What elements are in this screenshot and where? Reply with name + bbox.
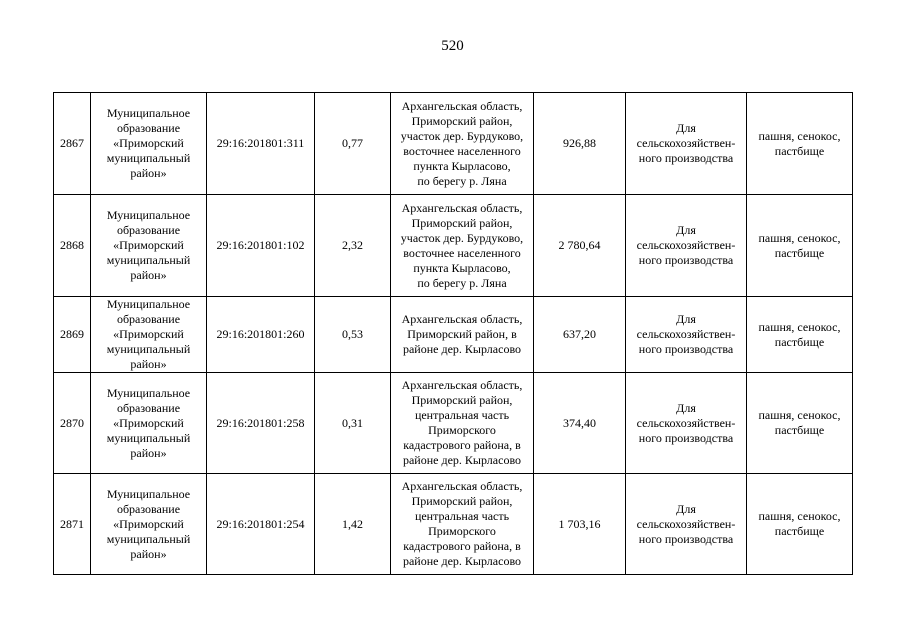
owner-line: образование bbox=[116, 223, 181, 237]
location-line: районе дер. Кырласово bbox=[402, 342, 522, 356]
row-number-cell: 2868 bbox=[54, 195, 91, 297]
location-line: районе дер. Кырласово bbox=[402, 453, 522, 467]
category-cell bbox=[626, 93, 747, 195]
location-line: по берегу р. Ляна bbox=[417, 173, 507, 188]
use-line: пашня, сенокос, bbox=[758, 408, 841, 422]
table-row bbox=[54, 93, 853, 195]
owner-line: муниципальный bbox=[106, 342, 191, 356]
category-line: Для bbox=[676, 121, 696, 135]
owner-line: Муниципальное bbox=[106, 297, 191, 311]
location-cell bbox=[391, 297, 534, 373]
location-line: Приморский район, bbox=[411, 494, 513, 508]
use-line: пастбище bbox=[774, 334, 825, 349]
category-line: Для bbox=[676, 312, 696, 326]
cadastral-number-cell: 29:16:201801:311 bbox=[207, 93, 315, 195]
value-cell: 926,88 bbox=[534, 93, 626, 195]
area-cell: 0,53 bbox=[315, 297, 391, 373]
location-line: центральная часть bbox=[414, 509, 510, 523]
location-line: Приморского bbox=[428, 423, 496, 437]
use-cell bbox=[747, 93, 853, 195]
location-line: Приморский район, в bbox=[407, 327, 517, 341]
owner-line: «Приморский bbox=[113, 136, 184, 150]
use-cell bbox=[747, 373, 853, 474]
category-line: Для bbox=[676, 501, 696, 516]
row-number-cell: 2867 bbox=[54, 93, 91, 195]
owner-cell bbox=[91, 373, 207, 474]
location-line: Архангельская область, bbox=[401, 312, 523, 326]
category-line: сельскохозяйствен- bbox=[636, 238, 736, 252]
category-line: ного производства bbox=[638, 253, 734, 267]
owner-line: район» bbox=[130, 166, 167, 180]
owner-line: образование bbox=[116, 501, 181, 516]
location-cell bbox=[391, 93, 534, 195]
use-cell bbox=[747, 297, 853, 373]
location-cell bbox=[391, 474, 534, 575]
use-line: пастбище bbox=[774, 245, 825, 260]
owner-line: «Приморский bbox=[113, 238, 184, 252]
cadastral-number-cell: 29:16:201801:102 bbox=[207, 195, 315, 297]
owner-line: район» bbox=[130, 546, 167, 561]
category-line: Для bbox=[676, 223, 696, 237]
value-cell: 2 780,64 bbox=[534, 195, 626, 297]
table-row bbox=[54, 373, 853, 474]
location-line: восточнее населенного bbox=[403, 245, 521, 260]
table-row bbox=[54, 297, 853, 373]
area-cell: 0,31 bbox=[315, 373, 391, 474]
owner-line: Муниципальное bbox=[106, 106, 191, 120]
table-row bbox=[54, 195, 853, 297]
category-cell bbox=[626, 297, 747, 373]
location-line: Архангельская область, bbox=[401, 479, 523, 493]
location-line: Архангельская область, bbox=[401, 98, 523, 113]
category-line: Для bbox=[676, 400, 696, 415]
location-line: Архангельская область, bbox=[401, 200, 523, 215]
owner-line: образование bbox=[116, 400, 181, 415]
table-row bbox=[54, 474, 853, 575]
owner-cell bbox=[91, 195, 207, 297]
category-line: сельскохозяйствен- bbox=[636, 415, 736, 430]
row-number-cell: 2871 bbox=[54, 474, 91, 575]
location-line: восточнее населенного bbox=[403, 143, 521, 158]
use-line: пастбище bbox=[774, 524, 825, 538]
location-line: по берегу р. Ляна bbox=[417, 275, 507, 290]
use-line: пашня, сенокос, bbox=[758, 128, 841, 143]
page-number: 520 bbox=[441, 38, 464, 54]
area-cell: 1,42 bbox=[315, 474, 391, 575]
use-line: пашня, сенокос, bbox=[758, 230, 841, 245]
category-line: сельскохозяйствен- bbox=[636, 327, 736, 341]
owner-line: образование bbox=[116, 312, 181, 326]
category-line: ного производства bbox=[638, 342, 734, 356]
owner-line: муниципальный bbox=[106, 253, 191, 267]
owner-line: Муниципальное bbox=[106, 486, 191, 501]
owner-line: Муниципальное bbox=[106, 385, 191, 400]
owner-line: район» bbox=[130, 268, 167, 282]
use-cell bbox=[747, 474, 853, 575]
category-line: ного производства bbox=[638, 151, 734, 165]
land-registry-table bbox=[53, 92, 853, 575]
owner-line: «Приморский bbox=[113, 516, 184, 531]
owner-cell bbox=[91, 474, 207, 575]
location-line: Приморский район, bbox=[411, 393, 513, 407]
location-line: пункта Кырласово, bbox=[413, 260, 511, 275]
use-line: пастбище bbox=[774, 143, 825, 158]
location-line: участок дер. Бурдуково, bbox=[400, 128, 524, 143]
category-line: сельскохозяйствен- bbox=[636, 516, 736, 531]
area-cell: 2,32 bbox=[315, 195, 391, 297]
location-line: Архангельская область, bbox=[401, 378, 523, 392]
use-cell bbox=[747, 195, 853, 297]
category-line: ного производства bbox=[638, 531, 734, 546]
location-cell bbox=[391, 195, 534, 297]
location-line: центральная часть bbox=[414, 408, 510, 422]
row-number-cell: 2870 bbox=[54, 373, 91, 474]
location-line: пункта Кырласово, bbox=[413, 158, 511, 173]
location-line: кадастрового района, в bbox=[403, 438, 521, 452]
owner-line: муниципальный bbox=[106, 151, 191, 165]
owner-line: образование bbox=[116, 121, 181, 135]
location-line: кадастрового района, в bbox=[403, 539, 521, 553]
value-cell: 1 703,16 bbox=[534, 474, 626, 575]
value-cell: 637,20 bbox=[534, 297, 626, 373]
use-line: пашня, сенокос, bbox=[758, 509, 841, 523]
category-cell bbox=[626, 195, 747, 297]
owner-line: «Приморский bbox=[113, 327, 184, 341]
owner-line: Муниципальное bbox=[106, 208, 191, 222]
location-line: районе дер. Кырласово bbox=[402, 554, 522, 568]
cadastral-number-cell: 29:16:201801:254 bbox=[207, 474, 315, 575]
row-number-cell: 2869 bbox=[54, 297, 91, 373]
owner-cell bbox=[91, 93, 207, 195]
category-cell bbox=[626, 373, 747, 474]
location-line: Приморский район, bbox=[411, 215, 513, 230]
owner-cell bbox=[91, 297, 207, 373]
location-line: участок дер. Бурдуково, bbox=[400, 230, 524, 245]
use-line: пашня, сенокос, bbox=[758, 319, 841, 334]
owner-line: район» bbox=[130, 357, 167, 371]
cadastral-number-cell: 29:16:201801:258 bbox=[207, 373, 315, 474]
location-line: Приморский район, bbox=[411, 113, 513, 128]
area-cell: 0,77 bbox=[315, 93, 391, 195]
category-line: сельскохозяйствен- bbox=[636, 136, 736, 150]
owner-line: муниципальный bbox=[106, 531, 191, 546]
category-cell bbox=[626, 474, 747, 575]
value-cell: 374,40 bbox=[534, 373, 626, 474]
owner-line: муниципальный bbox=[106, 430, 191, 445]
cadastral-number-cell: 29:16:201801:260 bbox=[207, 297, 315, 373]
owner-line: «Приморский bbox=[113, 415, 184, 430]
category-line: ного производства bbox=[638, 430, 734, 445]
location-cell bbox=[391, 373, 534, 474]
use-line: пастбище bbox=[774, 423, 825, 437]
owner-line: район» bbox=[130, 445, 167, 460]
location-line: Приморского bbox=[428, 524, 496, 538]
